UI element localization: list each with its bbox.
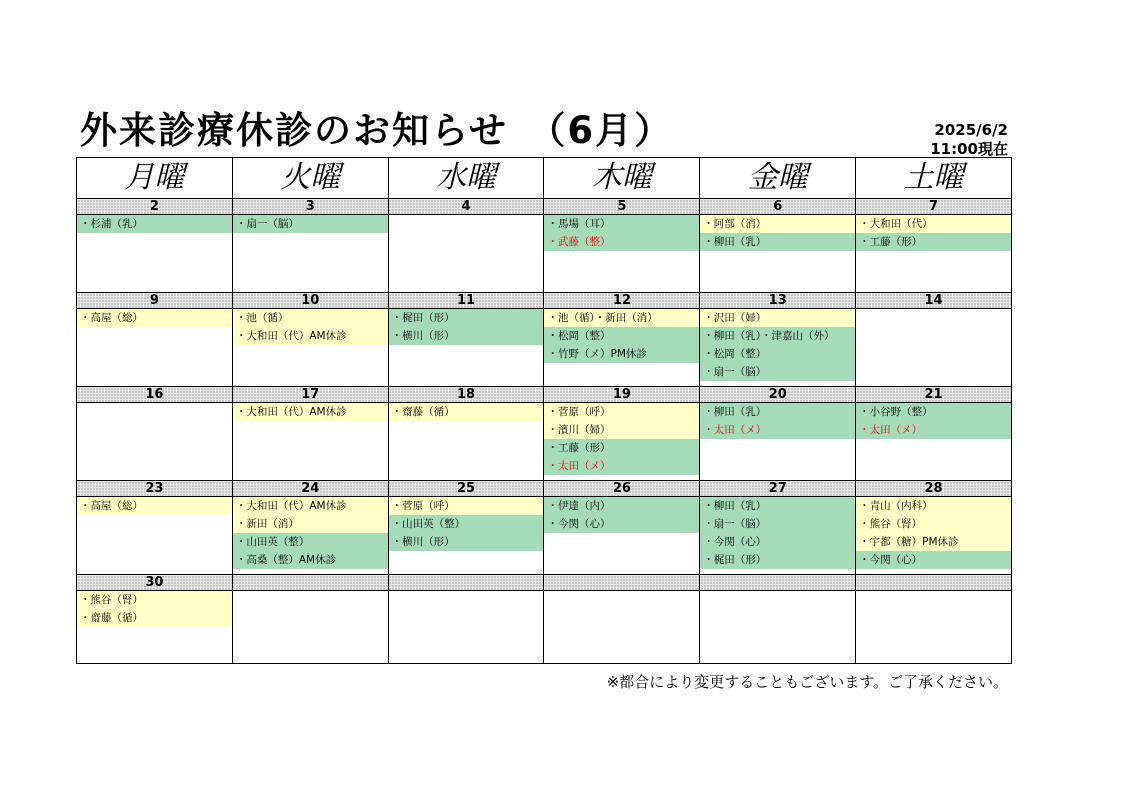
- date-number: 28: [856, 481, 1012, 497]
- closure-entry: ・熊谷（腎）: [856, 515, 1011, 533]
- date-number: 20: [700, 387, 856, 403]
- update-date: 2025/6/2: [934, 121, 1008, 139]
- closure-entry: ・太田（メ）: [544, 457, 699, 475]
- events-row: [77, 215, 1012, 293]
- weekday-header: 土曜: [856, 158, 1012, 199]
- day-cell: [856, 215, 1012, 293]
- date-row: [77, 387, 1012, 403]
- day-cell: [544, 497, 700, 575]
- closure-entry: ・池（循）・新田（消）: [544, 309, 699, 327]
- closure-entry: ・扇一（脳）: [233, 215, 388, 233]
- day-cell: [232, 215, 388, 293]
- date-number: 6: [700, 199, 856, 215]
- date-row: [77, 199, 1012, 215]
- closure-entry: ・大和田（代）AM休診: [233, 403, 388, 421]
- date-number: 7: [856, 199, 1012, 215]
- closure-entry: ・梶田（形）: [700, 551, 855, 569]
- day-cell: [232, 309, 388, 387]
- closure-entry: ・横川（形）: [389, 327, 544, 345]
- closure-entry: ・青山（内科）: [856, 497, 1011, 515]
- closure-entry: ・柳田（乳）: [700, 403, 855, 421]
- page-title: 外来診療休診のお知らせ （6月）: [80, 109, 674, 152]
- weekday-header: 火曜: [232, 158, 388, 199]
- weekday-header: 金曜: [700, 158, 856, 199]
- day-cell: [700, 403, 856, 481]
- date-number: 19: [544, 387, 700, 403]
- date-number: 10: [232, 293, 388, 309]
- closure-entry: ・扇一（脳）: [700, 515, 855, 533]
- closure-entry: ・工藤（形）: [856, 233, 1011, 251]
- closure-entry: ・今関（心）: [700, 533, 855, 551]
- closure-entry: ・宇都（糖）PM休診: [856, 533, 1011, 551]
- closure-entry: ・山田英（整）: [389, 515, 544, 533]
- date-number: 11: [388, 293, 544, 309]
- closure-entry: ・高屋（総）: [77, 497, 232, 515]
- date-row: [77, 293, 1012, 309]
- date-number: 13: [700, 293, 856, 309]
- date-number: 24: [232, 481, 388, 497]
- closure-entry: ・阿部（消）: [700, 215, 855, 233]
- day-cell: [232, 497, 388, 575]
- date-number: [544, 575, 700, 591]
- closure-entry: ・武藤（整）: [544, 233, 699, 251]
- date-number: 23: [77, 481, 233, 497]
- closure-entry: ・柳田（乳）: [700, 233, 855, 251]
- date-row: [77, 481, 1012, 497]
- day-cell: [544, 591, 700, 664]
- date-number: [856, 575, 1012, 591]
- day-cell: [77, 591, 233, 664]
- date-number: 27: [700, 481, 856, 497]
- closure-entry: ・高屋（総）: [77, 309, 232, 327]
- date-number: 17: [232, 387, 388, 403]
- day-cell: [232, 591, 388, 664]
- day-cell: [77, 215, 233, 293]
- date-number: [388, 575, 544, 591]
- weekday-header: 木曜: [544, 158, 700, 199]
- closure-entry: ・大和田（代）: [856, 215, 1011, 233]
- closure-entry: ・柳田（乳）・津嘉山（外）: [700, 327, 855, 345]
- events-row: [77, 309, 1012, 387]
- day-cell: [77, 309, 233, 387]
- weekday-header: 月曜: [77, 158, 233, 199]
- day-cell: [388, 309, 544, 387]
- closure-entry: ・横川（形）: [389, 533, 544, 551]
- closure-entry: ・太田（メ）: [700, 421, 855, 439]
- closure-entry: ・今関（心）: [544, 515, 699, 533]
- closure-entry: ・馬場（耳）: [544, 215, 699, 233]
- weekday-header: 水曜: [388, 158, 544, 199]
- closure-entry: ・熊谷（腎）: [77, 591, 232, 609]
- closure-entry: ・沢田（婦）: [700, 309, 855, 327]
- events-row: [77, 403, 1012, 481]
- closure-entry: ・杉浦（乳）: [77, 215, 232, 233]
- closure-entry: ・池（循）: [233, 309, 388, 327]
- day-cell: [388, 215, 544, 293]
- day-cell: [544, 309, 700, 387]
- closure-entry: ・大和田（代）AM休診: [233, 497, 388, 515]
- closure-entry: ・小谷野（整）: [856, 403, 1011, 421]
- closure-entry: ・伊達（内）: [544, 497, 699, 515]
- date-number: 25: [388, 481, 544, 497]
- date-number: [700, 575, 856, 591]
- day-cell: [388, 591, 544, 664]
- closure-entry: ・大和田（代）AM休診: [233, 327, 388, 345]
- date-number: 14: [856, 293, 1012, 309]
- date-number: 2: [77, 199, 233, 215]
- closure-entry: ・松岡（整）: [544, 327, 699, 345]
- closure-entry: ・柳田（乳）: [700, 497, 855, 515]
- day-cell: [700, 215, 856, 293]
- day-cell: [700, 591, 856, 664]
- date-number: 4: [388, 199, 544, 215]
- closure-entry: ・梶田（形）: [389, 309, 544, 327]
- date-number: 12: [544, 293, 700, 309]
- day-cell: [232, 403, 388, 481]
- closure-entry: ・菅原（呼）: [544, 403, 699, 421]
- events-row: [77, 591, 1012, 664]
- closure-entry: ・菅原（呼）: [389, 497, 544, 515]
- date-number: 5: [544, 199, 700, 215]
- day-cell: [388, 497, 544, 575]
- closure-entry: ・新田（消）: [233, 515, 388, 533]
- day-cell: [700, 309, 856, 387]
- closure-entry: ・齋藤（循）: [77, 609, 232, 627]
- closure-entry: ・工藤（形）: [544, 439, 699, 457]
- date-number: 9: [77, 293, 233, 309]
- day-cell: [77, 497, 233, 575]
- date-number: 16: [77, 387, 233, 403]
- day-cell: [77, 403, 233, 481]
- day-cell: [544, 215, 700, 293]
- date-number: 30: [77, 575, 233, 591]
- day-cell: [856, 309, 1012, 387]
- closure-entry: ・今関（心）: [856, 551, 1011, 569]
- day-cell: [700, 497, 856, 575]
- calendar-table: [76, 157, 1012, 664]
- weekday-header-row: [77, 158, 1012, 199]
- events-row: [77, 497, 1012, 575]
- date-number: 3: [232, 199, 388, 215]
- update-time: 11:00現在: [930, 140, 1008, 158]
- closure-entry: ・扇一（脳）: [700, 363, 855, 381]
- day-cell: [856, 403, 1012, 481]
- date-row: [77, 575, 1012, 591]
- date-number: 18: [388, 387, 544, 403]
- footer-note: ※都合により変更することもございます。ご了承ください。: [606, 673, 1008, 691]
- closure-entry: ・濱川（婦）: [544, 421, 699, 439]
- closure-entry: ・山田英（整）: [233, 533, 388, 551]
- closure-entry: ・竹野（メ）PM休診: [544, 345, 699, 363]
- day-cell: [856, 591, 1012, 664]
- closure-entry: ・太田（メ）: [856, 421, 1011, 439]
- closure-entry: ・松岡（整）: [700, 345, 855, 363]
- day-cell: [388, 403, 544, 481]
- date-number: 21: [856, 387, 1012, 403]
- date-number: [232, 575, 388, 591]
- day-cell: [856, 497, 1012, 575]
- date-number: 26: [544, 481, 700, 497]
- day-cell: [544, 403, 700, 481]
- closure-entry: ・齋藤（循）: [389, 403, 544, 421]
- closure-entry: ・高桑（整）AM休診: [233, 551, 388, 569]
